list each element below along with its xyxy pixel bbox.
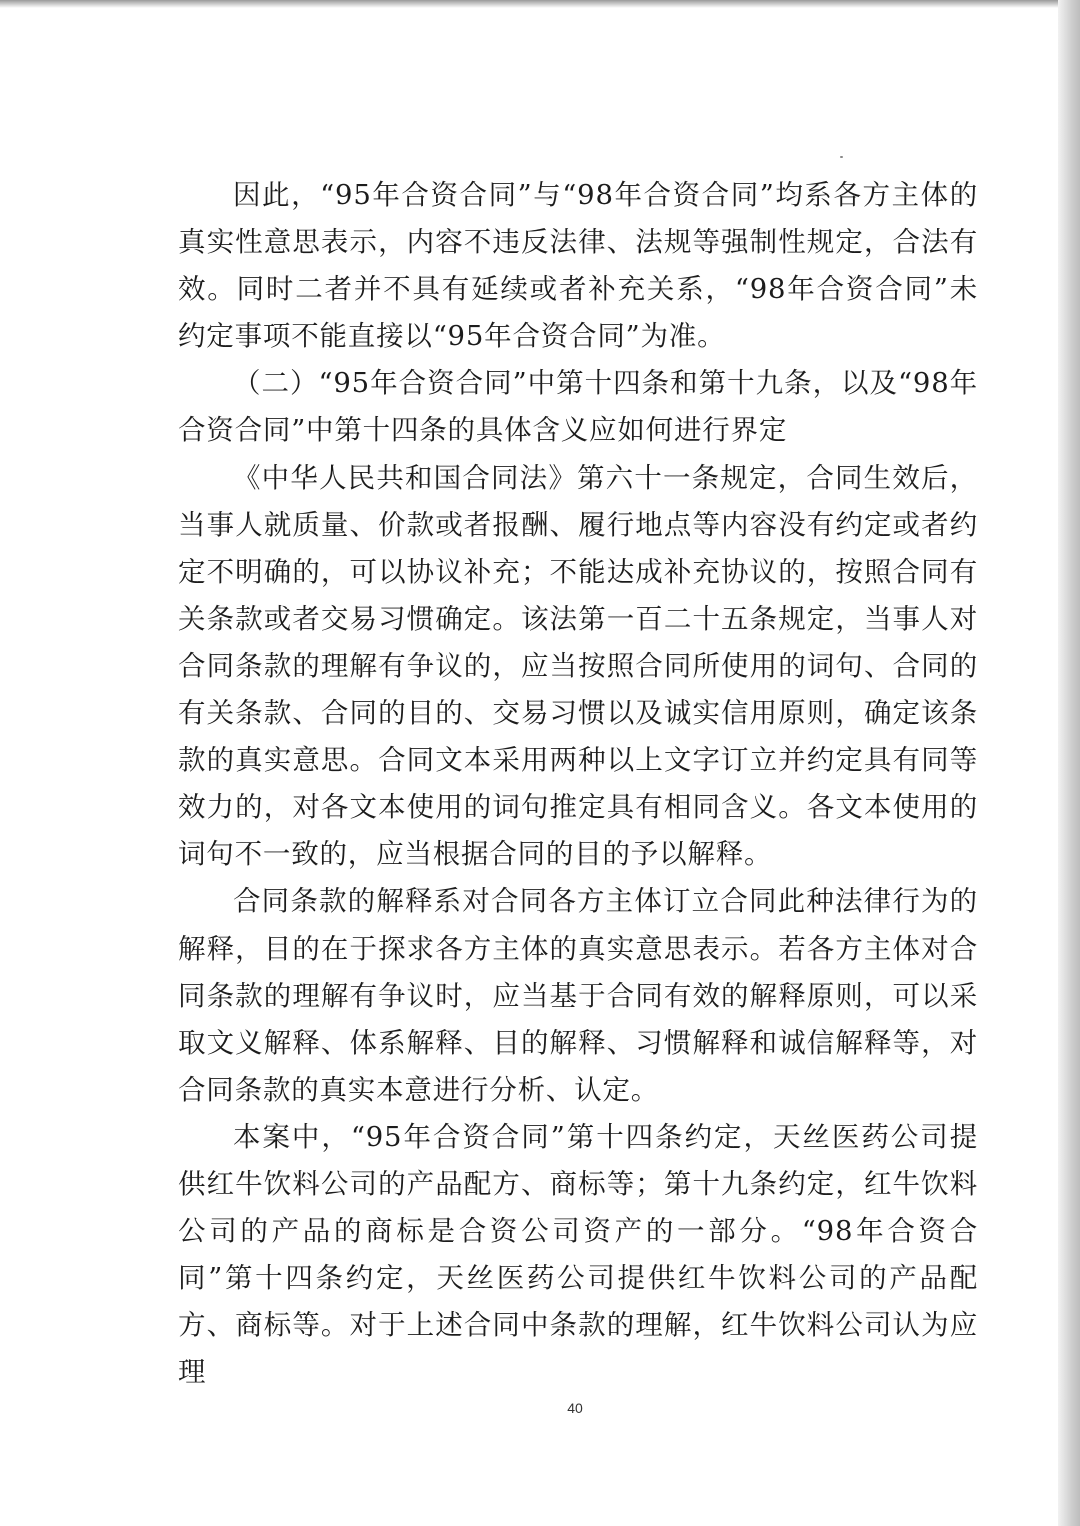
scan-speck bbox=[840, 156, 843, 158]
paragraph-4: 合同条款的解释系对合同各方主体订立合同此种法律行为的解释，目的在于探求各方主体的真实意思表示。若各方主体对合同条款的理解有争议时，应当基于合同有效的解释原则，可以采取文义解释、体系解释、目的解释、习惯解释和诚信解释等，对合同条款的真实本意进行分析、认定。 bbox=[178, 885, 978, 1106]
paragraph-2-heading: （二）“95年合资合同”中第十四条和第十九条，以及“98年合资合同”中第十四条的具体含义应如何进行界定 bbox=[178, 367, 978, 447]
paragraph-5: 本案中，“95年合资合同”第十四条约定，天丝医药公司提供红牛饮料公司的产品配方、商标等；第十九条约定，红牛饮料公司的产品的商标是合资公司资产的一部分。“98年合资合同”第十四条约定，天丝医药公司提供红牛饮料公司的产品配方、商标等。对于上述合同中条款的理解，红牛饮料公司认为应理 bbox=[178, 1120, 978, 1389]
scan-top-edge bbox=[0, 0, 1060, 8]
paragraph-1: 因此，“95年合资合同”与“98年合资合同”均系各方主体的真实性意思表示，内容不违反法律、法规等强制性规定，合法有效。同时二者并不具有延续或者补充关系，“98年合资合同”未约定事项不能直接以“95年合资合同”为准。 bbox=[178, 179, 978, 353]
body-text bbox=[178, 172, 978, 1396]
paragraph-3: 《中华人民共和国合同法》第六十一条规定，合同生效后，当事人就质量、价款或者报酬、履行地点等内容没有约定或者约定不明确的，可以协议补充；不能达成补充协议的，按照合同有关条款或者交易习惯确定。该法第一百二十五条规定，当事人对合同条款的理解有争议的，应当按照合同所使用的词句、合同的有关条款、合同的目的、交易习惯以及诚实信用原则，确定该条款的真实意思。合同文本采用两种以上文字订立并约定具有同等效力的，对各文本使用的词句推定具有相同含义。各文本使用的词句不一致的，应当根据合同的目的予以解释。 bbox=[178, 461, 978, 871]
page-number: 40 bbox=[567, 1400, 583, 1416]
scan-right-edge bbox=[1058, 0, 1080, 1526]
